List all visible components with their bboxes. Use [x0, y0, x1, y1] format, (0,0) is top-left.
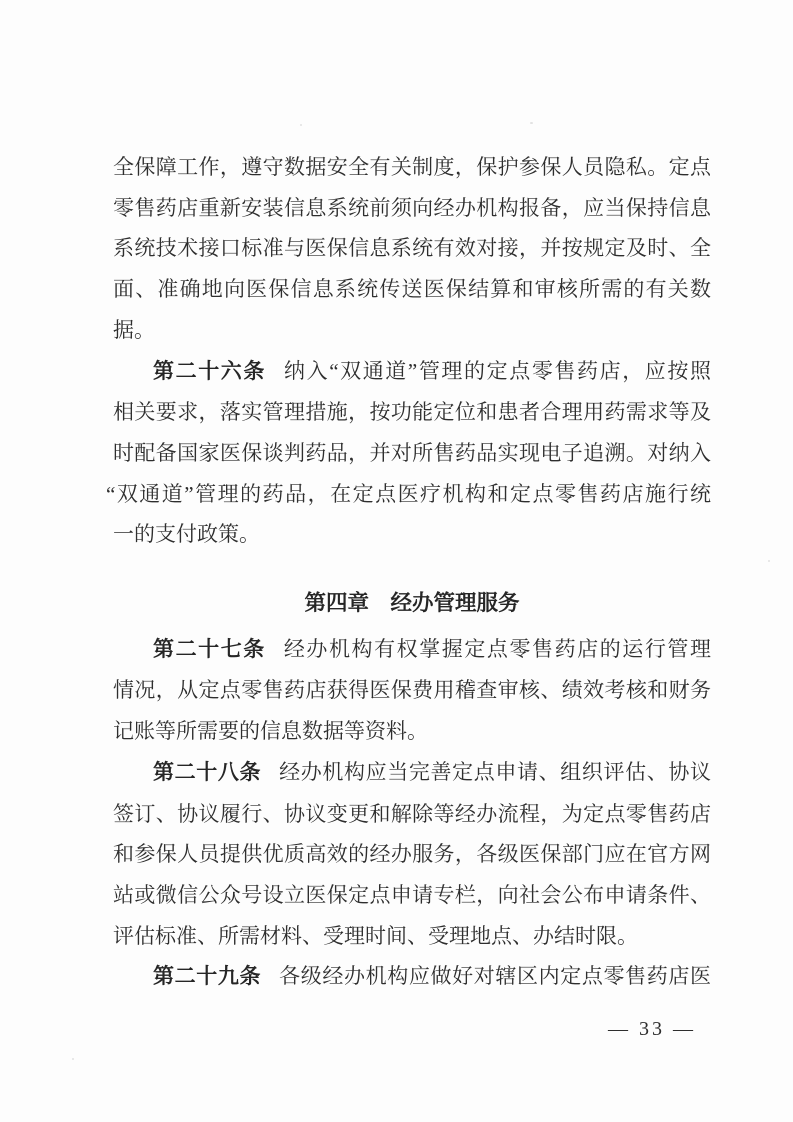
text-line	[113, 752, 711, 794]
article-text: 经办机构应当完善定点申请、组织评估、协议	[279, 759, 711, 784]
text-line: 据。	[113, 317, 155, 342]
paragraph-article-29	[113, 956, 711, 998]
article-number: 第二十七条	[153, 637, 266, 661]
text-line: 系统技术接口标准与医保信息系统有效对接，并按规定及时、全	[113, 236, 711, 261]
article-text: 经办机构有权掌握定点零售药店的运行管理	[283, 636, 712, 661]
text-line: 时配备国家医保谈判药品，并对所售药品实现电子追溯。对纳入	[113, 440, 711, 465]
text-line: 相关要求，落实管理措施，按功能定位和患者合理用药需求等及	[113, 400, 711, 425]
text-line: 记账等所需要的信息数据等资料。	[113, 719, 428, 744]
paragraph-article-28	[113, 752, 711, 957]
text-line	[113, 956, 711, 998]
text-line: 面、准确地向医保信息系统传送医保结算和审核所需的有关数	[113, 277, 711, 302]
article-number: 第二十九条	[153, 965, 262, 989]
text-line: 情况，从定点零售药店获得医保费用稽查审核、绩效考核和财务	[113, 678, 711, 703]
chapter-heading: 第四章 经办管理服务	[304, 591, 520, 616]
text-line: 和参保人员提供优质高效的经办服务，各级医保部门应在官方网	[113, 842, 711, 867]
article-text: 各级经办机构应做好对辖区内定点零售药店医	[279, 964, 711, 989]
paragraph-continuation	[113, 147, 711, 351]
article-number: 第二十六条	[153, 359, 266, 383]
text-line: 一的支付政策。	[113, 522, 260, 547]
paragraph-article-27	[113, 629, 711, 752]
scan-speck	[530, 122, 533, 124]
text-line: 零售药店重新安装信息系统前须向经办机构报备，应当保持信息	[113, 195, 711, 220]
document-body	[106, 147, 712, 998]
text-line: “双通道”管理的药品，在定点医疗机构和定点零售药店施行统	[106, 481, 711, 506]
scan-speck	[72, 1058, 74, 1060]
scan-speck	[768, 560, 770, 562]
paragraph-article-26	[106, 351, 712, 556]
article-text: 纳入“双通道”管理的定点零售药店，应按照	[284, 358, 712, 383]
text-line: 评估标准、所需材料、受理时间、受理地点、办结时限。	[113, 923, 638, 948]
text-line: 站或微信公众号设立医保定点申请专栏，向社会公布申请条件、	[113, 882, 711, 907]
article-number: 第二十八条	[153, 760, 262, 784]
text-line: 签订、协议履行、协议变更和解除等经办流程，为定点零售药店	[113, 801, 711, 826]
page-number: — 33 —	[608, 1018, 696, 1040]
scan-speck	[300, 124, 302, 126]
text-line: 全保障工作，遵守数据安全有关制度，保护参保人员隐私。定点	[113, 155, 711, 179]
text-line	[113, 629, 711, 671]
text-line	[113, 351, 711, 393]
